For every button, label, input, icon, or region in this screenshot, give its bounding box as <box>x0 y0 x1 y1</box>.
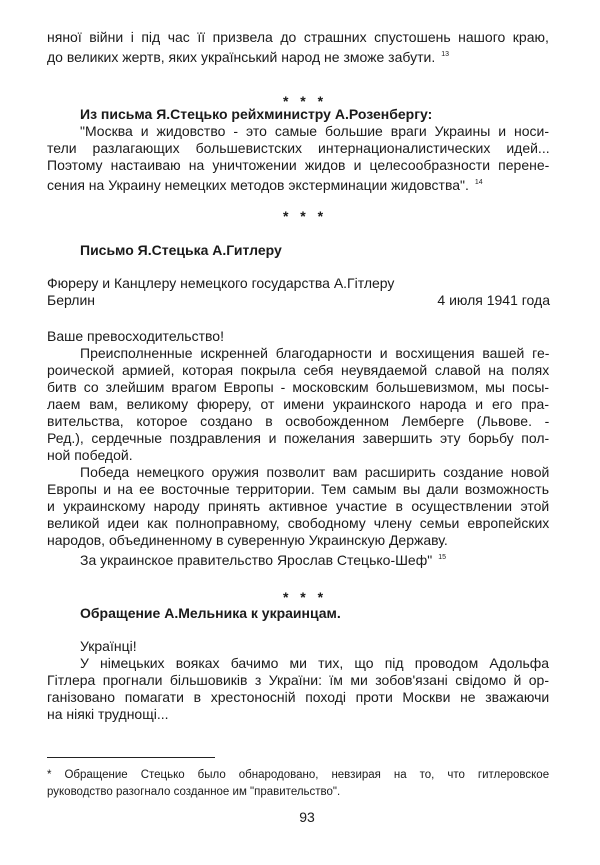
text-line: народов, объединенному в суверенную Украинскую Державу. <box>47 532 448 548</box>
footnote-ref: 14 <box>474 179 483 186</box>
letter-salutation: Ваше превосходительство! <box>47 328 224 344</box>
text-line: роической армией, которая покрыла себя неувядаемой славой на полях <box>47 362 550 378</box>
text-line: вительства, которое создано в освобожденном Лемберге (Львове. - <box>47 413 550 429</box>
text-line: Ред.), сердечные поздравления и пожелания завершить эту борьбу пол- <box>47 430 550 446</box>
letter-city: Берлин <box>47 292 96 308</box>
text-line <box>47 46 550 66</box>
text-line: Преисполненные искренней благодарности и восхищения вашей ге- <box>80 345 550 361</box>
text-line: Гітлера прогнали більшовиків з України: їм ми зобов'язані свідомо й ор- <box>47 672 549 688</box>
signature-text: За украинское правительство Ярослав Стецько-Шеф" <box>80 552 433 568</box>
text-line: тели разлагающих большевистских интернационалистических идей... <box>47 140 550 156</box>
section-heading: Из письма Я.Стецько рейхминистру А.Розенбергу: <box>80 106 433 122</box>
footnote-ref: 13 <box>441 51 450 58</box>
letter-signature <box>80 549 550 569</box>
text-line <box>47 174 550 194</box>
appeal-salutation: Українці! <box>80 638 137 654</box>
text-line: лаем вам, великому фюреру, от имени украинского народа и его пра- <box>47 396 549 412</box>
footnote-rule <box>47 757 215 758</box>
footnote-line: * Обращение Стецько было обнародовано, невзирая на то, что гитлеровское <box>47 769 550 781</box>
letter-address: Фюреру и Канцлеру немецкого государства А.Гітлеру <box>47 275 395 291</box>
text-line: "Москва и жидовство - это самые большие враги Украины и носи- <box>80 123 549 139</box>
text-line-content: до великих жертв, яких український народ не зможе забути. <box>47 49 436 65</box>
text-line: Победа немецкого оружия позволит вам расширить создание новой <box>80 464 550 480</box>
text-line: ганізовано помагати в хрестоносній поході проти Москви не зважаючи <box>47 689 550 705</box>
letter-city-line <box>47 292 550 309</box>
footnote-line: руководство разогнало созданное им "правительство". <box>47 786 341 798</box>
text-line: няної війни і під час її призвела до страшних спустошень нашого краю, <box>47 29 549 45</box>
section-heading: Письмо Я.Стецька А.Гитлеру <box>80 242 282 258</box>
footnote-ref: 15 <box>438 554 447 561</box>
text-line: Европы и на ее восточные территории. Тем самым вы дали возможность <box>47 481 549 497</box>
section-separator: * * * <box>282 93 328 109</box>
text-line: Поэтому настаиваю на уничтожении жидов и целесообразности перене- <box>47 157 550 173</box>
page-number: 93 <box>299 809 315 825</box>
text-line: и украинскому народу принять активное участие в осуществлении этой <box>47 498 550 514</box>
text-line: ной победой. <box>47 447 133 463</box>
text-line-content: сения на Украину немецких методов экстерминации жидовства". <box>47 177 469 193</box>
section-separator: * * * <box>282 208 328 224</box>
section-separator: * * * <box>282 589 328 605</box>
text-line: битв со злейшим врагом Европы - московским большевизмом, мы посы- <box>47 379 550 395</box>
text-line: на ніякі труднощі... <box>47 706 169 722</box>
text-line: У німецьких вояках бачимо ми тих, що під проводом Адольфа <box>80 655 550 671</box>
letter-date: 4 июля 1941 года <box>437 292 550 308</box>
text-line: великой идеи как полноправному, свободному члену семьи европейских <box>47 515 550 531</box>
section-heading: Обращение А.Мельника к украинцам. <box>80 605 341 621</box>
